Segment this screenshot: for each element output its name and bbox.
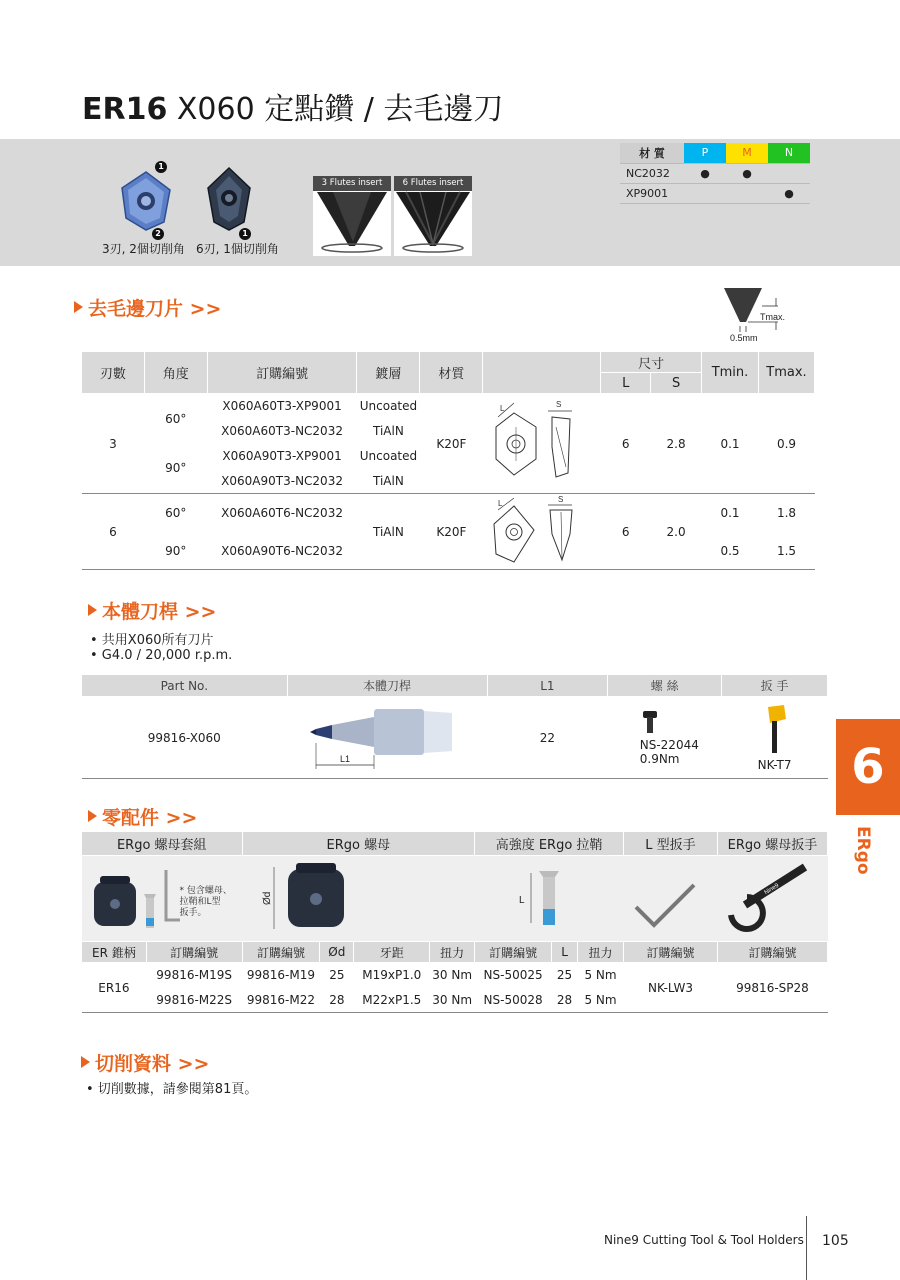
wrench-cell [722, 697, 828, 779]
order-code: X060A60T6-NC2032 [207, 494, 357, 533]
size-l: 6 [621, 436, 630, 451]
holder-bullet: • 共用X060所有刀片 [90, 633, 214, 648]
tmin: 0.1 [702, 494, 759, 533]
th-l: L [552, 942, 578, 963]
th-tmax: Tmax. [758, 352, 814, 394]
l-wrench-drawing [624, 857, 704, 937]
section-holder-title [88, 597, 216, 624]
od-label: Ød [262, 891, 274, 905]
angle-60: 60° [144, 494, 207, 533]
flutes-3: 3 [109, 436, 117, 451]
grade-n-mark: ● [768, 183, 810, 203]
pin-l: 25 [556, 968, 573, 983]
six-flute-insert-image [202, 166, 256, 232]
th-screw: 螺 絲 [608, 675, 722, 697]
th-l: L [601, 373, 651, 394]
title-bold: ER16 [82, 92, 168, 127]
nut-set-note: * 包含螺母、 拉鞘和L型 扳手。 [179, 886, 232, 918]
th-part: Part No. [82, 675, 288, 697]
l1-label: L1 [340, 754, 351, 764]
angle-90: 90° [165, 461, 187, 476]
coating: Uncoated [359, 449, 418, 463]
section-holder-label: 本體刀桿 >> [102, 601, 217, 623]
wrench-code: NK-T7 [757, 758, 792, 772]
th-material: 材質 [420, 352, 483, 394]
th-coating: 鍍層 [357, 352, 420, 394]
nut-code: 99816-M22 [242, 988, 320, 1013]
section-cutting-title [81, 1049, 209, 1076]
torx-wrench-icon [760, 703, 790, 755]
l-wrench-image [624, 856, 718, 942]
th-order: 訂購編號 [242, 942, 320, 963]
six-flute-image [394, 176, 472, 256]
flutes-6: 6 [82, 494, 145, 570]
chapter-tab: 6 [836, 719, 900, 815]
material: K20F [420, 494, 483, 570]
th-order: 訂購編號 [717, 942, 827, 963]
collet: ER16 [82, 963, 147, 1013]
triangle-icon [74, 301, 83, 313]
flute6-label: 6 Flutes insert [394, 176, 472, 191]
triangle-icon [88, 604, 97, 616]
grade-m-mark [726, 183, 768, 203]
l-wrench-code: NK-LW3 [624, 963, 718, 1013]
pull-pin-drawing [475, 857, 615, 937]
th-torque: 扭力 [578, 942, 624, 963]
grade-label: XP9001 [620, 183, 684, 203]
th-nut-wrench: ERgo 螺母扳手 [717, 832, 827, 856]
order-code: X060A90T3-XP9001 [222, 449, 342, 463]
chapter-label: ERgo [853, 826, 873, 875]
insert-3-drawing [483, 394, 601, 494]
material-p: P [684, 143, 726, 163]
insert-6-diagram [486, 494, 598, 566]
pin-code: NS-50025 [483, 968, 543, 983]
pin-torque: 5 Nm [584, 968, 617, 983]
screw-code: NS-22044 [639, 738, 699, 752]
nut-set-image [82, 856, 243, 942]
grade-m-mark: ● [726, 163, 768, 183]
insert1-caption: 3刃, 2個切削角 [102, 242, 185, 256]
set-code: 99816-M22S [146, 988, 242, 1013]
size-l: 6 [601, 494, 651, 570]
pin-code: NS-50028 [475, 988, 552, 1013]
material-header: 材 質 [620, 143, 684, 163]
screw-icon [640, 709, 660, 735]
badge-icon: 1 [239, 228, 251, 240]
part-number: 99816-X060 [82, 697, 288, 779]
th-tmin: Tmin. [702, 352, 759, 394]
th-wrench: 扳 手 [722, 675, 828, 697]
order-code: X060A90T3-NC2032 [221, 473, 343, 488]
section-inserts-label: 去毛邊刀片 >> [88, 298, 222, 320]
triangle-icon [88, 810, 97, 822]
order-code: X060A60T3-NC2032 [221, 424, 343, 438]
tmax: 1.5 [758, 532, 814, 570]
pull-pin-image [475, 856, 624, 942]
dim-s: S [557, 495, 564, 504]
grade-p-mark: ● [684, 163, 726, 183]
coating: TiAlN [373, 424, 404, 438]
page-title [82, 84, 503, 128]
pin-l: 28 [552, 988, 578, 1013]
nut-wrench-drawing [717, 857, 817, 937]
dim-l: L [497, 499, 503, 508]
th-torque: 扭力 [430, 942, 475, 963]
size-s: 2.8 [666, 436, 686, 451]
badge-icon: 1 [155, 161, 167, 173]
nut-wrench-image [717, 856, 827, 942]
insert2-caption: 6刃, 1個切削角 [196, 242, 279, 256]
l-label: L [518, 895, 525, 906]
tmax-label: Tmax. [760, 312, 786, 322]
insert-3-diagram [486, 397, 598, 487]
th-od: Ød [320, 942, 354, 963]
material-m: M [726, 143, 768, 163]
th-thread: 牙距 [354, 942, 430, 963]
pin-torque: 5 Nm [578, 988, 624, 1013]
section-cutting-label: 切削資料 >> [95, 1053, 210, 1075]
material-n: N [768, 143, 810, 163]
section-inserts-title [74, 294, 221, 321]
cutting-bullet: • 切削數據，請參閱第81頁。 [86, 1082, 258, 1097]
nut-wrench-code: 99816-SP28 [717, 963, 827, 1013]
nut-code: 99816-M19 [246, 968, 316, 983]
th-s: S [651, 373, 702, 394]
material: K20F [436, 436, 467, 451]
size-s: 2.0 [651, 494, 702, 570]
nut-torque: 30 Nm [430, 988, 475, 1013]
dim-s: S [555, 400, 562, 409]
grade-label: NC2032 [620, 163, 684, 183]
th-nut-set: ERgo 螺母套組 [82, 832, 243, 856]
tmax: 0.9 [776, 436, 797, 451]
section-parts-label: 零配件 >> [102, 807, 198, 829]
th-order: 訂購編號 [207, 352, 357, 394]
nut-image [242, 856, 475, 942]
screw-torque: 0.9Nm [639, 752, 680, 766]
nut-od: 28 [320, 988, 354, 1013]
nut-thread: M22xP1.5 [354, 988, 430, 1013]
holder-image-cell [287, 697, 487, 779]
th-l-wrench: L 型扳手 [624, 832, 718, 856]
coating: Uncoated [359, 399, 418, 414]
tmax: 1.8 [758, 494, 814, 533]
screw-cell [608, 697, 722, 779]
th-holder: 本體刀桿 [287, 675, 487, 697]
grade-p-mark [684, 183, 726, 203]
holder-table [81, 674, 828, 779]
dim-l: L [499, 404, 505, 413]
title-rest: X060 定點鑽 / 去毛邊刀 [167, 92, 504, 127]
th-order: 訂購編號 [624, 942, 718, 963]
th-flutes: 刃數 [82, 352, 145, 394]
order-code: X060A60T3-XP9001 [222, 399, 342, 414]
parts-table [81, 831, 828, 1013]
th-order: 訂購編號 [475, 942, 552, 963]
badge-icon: 2 [152, 228, 164, 240]
flute3-label: 3 Flutes insert [313, 176, 391, 191]
angle-90: 90° [144, 532, 207, 570]
th-nut: ERgo 螺母 [242, 832, 475, 856]
coating: TiAlN [373, 473, 404, 488]
tmax-sub: 0.5mm [730, 333, 758, 343]
nut-drawing [242, 857, 402, 937]
th-l1: L1 [487, 675, 608, 697]
th-image [483, 352, 601, 394]
coating: TiAlN [357, 494, 420, 570]
three-flute-image [313, 176, 391, 256]
three-flute-insert-image [118, 170, 174, 232]
material-table [620, 143, 810, 204]
insert-6-drawing [483, 494, 601, 570]
th-size: 尺寸 [601, 352, 702, 373]
th-order: 訂購編號 [146, 942, 242, 963]
footer-divider [806, 1216, 807, 1280]
nut-torque: 30 Nm [432, 968, 473, 983]
th-pull-pin: 高強度 ERgo 拉鞘 [475, 832, 624, 856]
wrench-brand: Nine9 [764, 882, 781, 897]
section-parts-title [88, 803, 197, 830]
insert-table [81, 351, 815, 570]
holder-bullet: • G4.0 / 20,000 r.p.m. [90, 648, 233, 663]
th-collet: ER 錐柄 [82, 942, 147, 963]
set-code: 99816-M19S [156, 968, 233, 983]
footer-text: Nine9 Cutting Tool & Tool Holders [604, 1233, 804, 1247]
nut-thread: M19xP1.0 [362, 968, 422, 983]
th-angle: 角度 [144, 352, 207, 394]
tmin: 0.1 [720, 436, 740, 451]
holder-drawing [302, 699, 472, 773]
tmin: 0.5 [702, 532, 759, 570]
triangle-icon [81, 1056, 90, 1068]
grade-n-mark [768, 163, 810, 183]
nut-od: 25 [329, 968, 345, 983]
page-number: 105 [822, 1233, 849, 1249]
angle-60: 60° [165, 411, 187, 426]
l1-value: 22 [487, 697, 608, 779]
order-code: X060A90T6-NC2032 [207, 532, 357, 570]
tmax-diagram [718, 286, 798, 344]
